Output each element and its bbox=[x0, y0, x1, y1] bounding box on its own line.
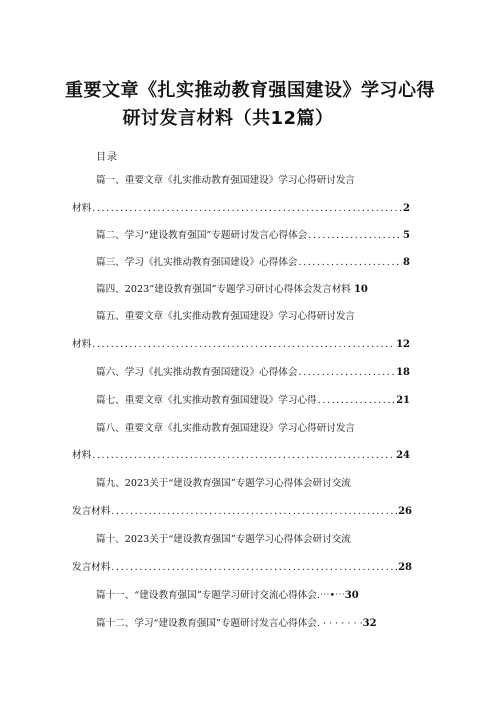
document-title-line-2: 研讨发言材料（共12篇） bbox=[122, 108, 334, 129]
document-title-line-1: 重要文章《扎实推动教育强国建设》学习心得 bbox=[65, 80, 435, 101]
dot-leader bbox=[298, 256, 402, 270]
toc-entry-9-line-1: 篇九、2023关于“建设教育强国”专题学习心得体会研讨交流 bbox=[96, 478, 351, 489]
toc-entry-2-page: 5 bbox=[403, 230, 410, 241]
toc-entry-12-page: 32 bbox=[362, 618, 377, 629]
dot-leader bbox=[92, 449, 395, 463]
toc-entry-7[interactable] bbox=[96, 394, 410, 408]
dot-leader bbox=[111, 505, 397, 519]
toc-entry-12[interactable] bbox=[96, 617, 377, 631]
toc-entry-4-text: 篇四、2023”建设教育强国”专题学习研讨心得体会发言材料 bbox=[96, 284, 351, 295]
toc-entry-4-page: 10 bbox=[353, 284, 368, 295]
toc-entry-3-text: 篇三、学习《扎实推动教育强国建设》心得体会 bbox=[96, 257, 298, 268]
toc-entry-9[interactable] bbox=[72, 505, 412, 519]
toc-entry-5-page: 12 bbox=[396, 339, 410, 350]
toc-entry-7-text: 篇七、重要文章《扎实推动教育强国建设》学习心得 bbox=[96, 395, 317, 406]
toc-entry-10-page: 28 bbox=[398, 562, 412, 573]
toc-entry-12-text: 篇十二、学习“建设教育强国”专题研讨发言心得体会. bbox=[96, 618, 320, 629]
toc-entry-2-text: 篇二、学习“建设教育强国”专题研讨发言心得体会 bbox=[96, 230, 308, 241]
toc-entry-8-line-1: 篇八、重要文章《扎实推动教育强国建设》学习心得研讨发言 bbox=[96, 423, 356, 434]
toc-entry-5[interactable] bbox=[72, 338, 410, 352]
dot-leader bbox=[92, 338, 395, 352]
toc-entry-5-line-1: 篇五、重要文章《扎实推动教育强国建设》学习心得研讨发言 bbox=[96, 311, 356, 322]
toc-entry-1-page: 2 bbox=[403, 203, 410, 214]
toc-entry-1[interactable] bbox=[72, 202, 410, 216]
dot-leader bbox=[111, 561, 397, 575]
toc-entry-12-leader: · · · · · · · bbox=[319, 618, 363, 629]
dot-leader bbox=[318, 394, 395, 408]
toc-entry-6[interactable] bbox=[96, 366, 410, 380]
dot-leader bbox=[298, 366, 395, 380]
toc-entry-10-line-1: 篇十、2023关于“建设教育强国”专题学习心得体会研讨交流 bbox=[96, 534, 351, 545]
toc-entry-9-line-2: 发言材料 bbox=[72, 506, 111, 517]
toc-entry-11-leader: ⋯•⋯ bbox=[319, 590, 345, 601]
toc-entry-10-line-2: 发言材料 bbox=[72, 562, 111, 573]
toc-entry-3[interactable] bbox=[96, 256, 410, 270]
toc-entry-4[interactable] bbox=[96, 283, 368, 297]
toc-entry-8-page: 24 bbox=[396, 450, 410, 461]
toc-entry-6-page: 18 bbox=[396, 367, 410, 378]
toc-entry-5-line-2: 材料 bbox=[72, 339, 92, 350]
toc-entry-7-page: 21 bbox=[396, 395, 410, 406]
toc-entry-6-text: 篇六、学习《扎实推动教育强国建设》心得体会 bbox=[96, 367, 298, 378]
toc-entry-1-line-1: 篇一、重要文章《扎实推动教育强国建设》学习心得研讨发言 bbox=[96, 175, 356, 186]
toc-entry-8-line-2: 材料 bbox=[72, 450, 92, 461]
toc-entry-9-page: 26 bbox=[398, 506, 412, 517]
toc-entry-2[interactable] bbox=[96, 229, 410, 243]
toc-entry-11[interactable] bbox=[96, 589, 359, 603]
toc-entry-11-text: 篇十一、“建设教育强国”专题学习研讨交流心得体会. bbox=[96, 590, 320, 601]
dot-leader bbox=[308, 229, 402, 243]
toc-heading: 目录 bbox=[96, 152, 118, 163]
toc-entry-1-line-2: 材料 bbox=[72, 203, 92, 214]
toc-entry-11-page: 30 bbox=[344, 590, 359, 601]
dot-leader bbox=[92, 202, 402, 216]
toc-entry-3-page: 8 bbox=[403, 257, 410, 268]
toc-entry-8[interactable] bbox=[72, 449, 410, 463]
toc-entry-10[interactable] bbox=[72, 561, 412, 575]
